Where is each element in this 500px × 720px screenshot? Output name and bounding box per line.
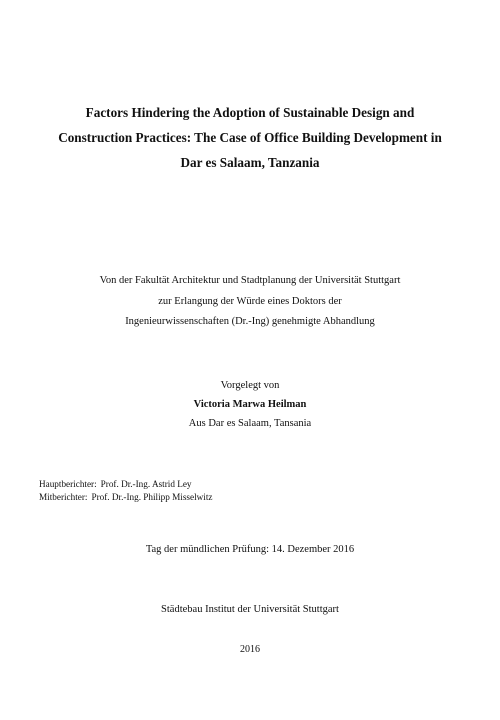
title-line-1: Factors Hindering the Adoption of Sustainable Design and: [85, 105, 415, 120]
co-examiner-row: [39, 491, 212, 504]
co-examiner-label: Mitberichter:: [39, 491, 88, 502]
examiners-block: [39, 478, 212, 503]
title-line-2: Construction Practices: The Case of Office Building Development in: [58, 130, 442, 145]
author-origin: Aus Dar es Salaam, Tansania: [188, 418, 312, 429]
main-examiner-row: [39, 478, 212, 491]
faculty-statement: [0, 271, 500, 333]
publication-year: 2016: [240, 644, 260, 655]
dissertation-title: [0, 100, 500, 175]
title-line-3: Dar es Salaam, Tanzania: [180, 155, 320, 170]
faculty-line-1: Von der Fakultät Architektur und Stadtplanung der Universität Stuttgart: [99, 275, 401, 286]
faculty-line-2: zur Erlangung der Würde eines Doktors der: [158, 295, 342, 307]
exam-date: Tag der mündlichen Prüfung: 14. Dezember 2016: [145, 544, 355, 555]
main-examiner-name: Prof. Dr.-Ing. Astrid Ley: [100, 479, 192, 489]
institute-name: Städtebau Institut der Universität Stuttgart: [161, 604, 339, 615]
faculty-line-3: Ingenieurwissenschaften (Dr.-Ing) genehmigte Abhandlung: [125, 316, 375, 327]
submitted-by-block: [0, 376, 500, 433]
co-examiner-name: Prof. Dr.-Ing. Philipp Misselwitz: [91, 491, 213, 502]
main-examiner-label: Hauptberichter:: [39, 479, 97, 489]
submitted-label: Vorgelegt von: [220, 380, 280, 391]
author-name: Victoria Marwa Heilman: [193, 399, 307, 410]
